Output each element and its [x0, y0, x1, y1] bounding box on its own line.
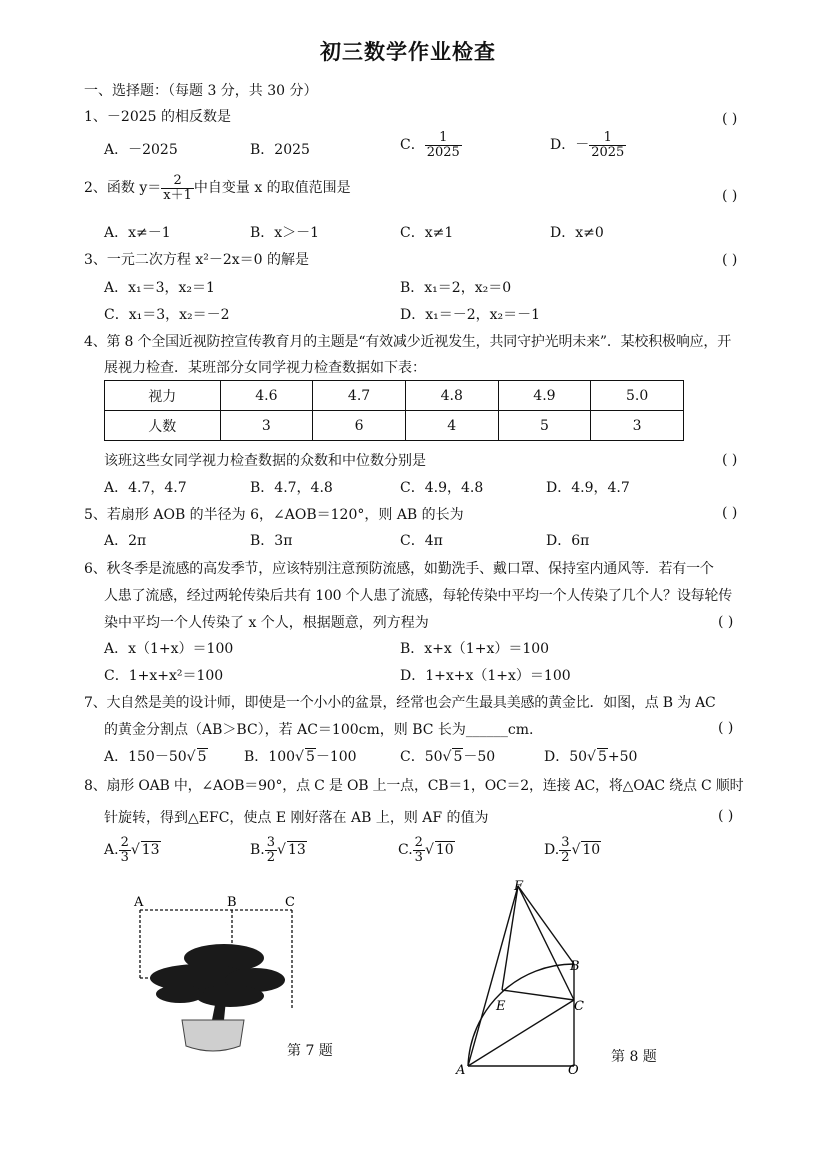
q7-option-c: C．50√ 5－50 [400, 749, 496, 765]
flower-pot [182, 1020, 244, 1051]
vision-table [104, 380, 684, 441]
figure-7-bonsai [120, 888, 320, 1060]
label-o: O [568, 1063, 579, 1078]
q8-line1: 8、扇形 OAB 中，∠AOB＝90°，点 C 是 OB 上一点，CB＝1，OC＝2，连接 AC，将△OAC 绕点 C 顺时 [84, 778, 744, 794]
q4-answer-blank: ( ) [722, 452, 738, 468]
q5-stem: 5、若扇形 AOB 的半径为 6，∠AOB＝120°，则 AB 的长为 [84, 507, 464, 523]
table-cell: 视力 [105, 381, 221, 411]
q5-option-d: D．6π [546, 533, 590, 549]
q7-option-d: D．50√ 5+50 [544, 749, 638, 765]
table-cell: 4 [405, 411, 498, 441]
q7-line1: 7、大自然是美的设计师，即使是一个小小的盆景，经常也会产生最具美感的黄金比．如图，点 B 为 AC [84, 695, 716, 711]
q4-option-a: A．4.7，4.7 [104, 480, 187, 496]
q8-option-b: B. $\frac{3}{2}$ √ 13 [250, 835, 306, 865]
q1-answer-blank: ( ) [722, 111, 738, 127]
table-cell: 4.6 [220, 381, 313, 411]
label-f: F [514, 879, 524, 894]
q4-question: 该班这些女同学视力检查数据的众数和中位数分别是 [104, 453, 426, 469]
label-b: B [227, 895, 237, 910]
table-cell: 4.9 [498, 381, 591, 411]
q7-line2: 的黄金分割点（AB＞BC），若 AC＝100cm，则 BC 长为______cm. [104, 722, 534, 738]
label-b: B [570, 959, 580, 974]
q4-option-c: C．4.9，4.8 [400, 480, 484, 496]
label-a: A [134, 895, 144, 910]
q1-option-c: C． $\frac{1}{2025}$ [400, 130, 460, 160]
q2-option-d: D．x≠0 [550, 225, 604, 241]
table-cell: 人数 [105, 411, 221, 441]
segment-ec [502, 990, 574, 1000]
q6-line1: 6、秋冬季是流感的高发季节，应该特别注意预防流感，如勤洗手、戴口罩、保持室内通风等．若有一个 [84, 561, 714, 577]
table-cell: 5.0 [591, 381, 684, 411]
segment-fb [518, 886, 574, 964]
segment-fc [518, 886, 574, 1000]
q3-stem: 3、一元二次方程 x²－2x＝0 的解是 [84, 252, 310, 268]
table-cell: 5 [498, 411, 591, 441]
table-cell: 4.7 [313, 381, 406, 411]
label-c: C [285, 895, 295, 910]
q1-option-d: D．－ $\frac{1}{2025}$ [550, 130, 625, 160]
q6-option-a: A．x（1+x）＝100 [104, 641, 234, 657]
q5-option-b: B．3π [250, 533, 293, 549]
figure-7-caption: 第 7 题 [287, 1043, 333, 1059]
figure-8-sector [452, 878, 592, 1078]
q7-answer-blank: ( ) [718, 720, 734, 736]
q4-line2: 展视力检查．某班部分女同学视力检查数据如下表： [104, 360, 426, 376]
q8-answer-blank: ( ) [718, 808, 734, 824]
q6-option-c: C．1+x+x²＝100 [104, 668, 224, 684]
label-c: C [574, 999, 584, 1014]
q3-option-b: B．x₁＝2，x₂＝0 [400, 280, 512, 296]
section-heading: 一、选择题：（每题 3 分，共 30 分） [84, 83, 318, 99]
table-row [105, 411, 684, 441]
q3-option-d: D．x₁＝－2，x₂＝－1 [400, 307, 541, 323]
table-row [105, 381, 684, 411]
q8-option-a: A. $\frac{2}{3}$ √ 13 [104, 835, 160, 865]
label-e: E [496, 999, 506, 1014]
label-a: A [456, 1063, 466, 1078]
q5-option-a: A．2π [104, 533, 147, 549]
table-cell: 4.8 [405, 381, 498, 411]
q1-option-b: B．2025 [250, 142, 310, 158]
q2-option-a: A．x≠－1 [104, 225, 171, 241]
q1-stem: 1、－2025 的相反数是 [84, 109, 231, 125]
figure-8-caption: 第 8 题 [611, 1049, 657, 1065]
q4-line1: 4、第 8 个全国近视防控宣传教育月的主题是“有效减少近视发生，共同守护光明未来”．某校积极响应，开 [84, 334, 732, 350]
q2-answer-blank: ( ) [722, 188, 738, 204]
q2-stem: 2、函数 y＝ $\frac{2}{x+1}$ 中自变量 x 的取值范围是 [84, 173, 351, 203]
q6-answer-blank: ( ) [718, 614, 734, 630]
arc-ab [468, 964, 574, 1066]
q4-option-b: B．4.7，4.8 [250, 480, 333, 496]
page-title: 初三数学作业检查 [320, 39, 496, 64]
q6-option-d: D．1+x+x（1+x）＝100 [400, 668, 571, 684]
q6-line2: 人患了流感，经过两轮传染后共有 100 个人患了流感，每轮传染中平均一个人传染了几个人？设每轮传 [104, 588, 733, 604]
q3-answer-blank: ( ) [722, 252, 738, 268]
q7-option-a: A．150－50√ 5 [104, 749, 207, 765]
q3-option-a: A．x₁＝3，x₂＝1 [104, 280, 215, 296]
q4-option-d: D．4.9，4.7 [546, 480, 630, 496]
table-cell: 3 [220, 411, 313, 441]
q6-option-b: B．x+x（1+x）＝100 [400, 641, 550, 657]
q8-option-c: C. $\frac{2}{3}$ √ 10 [398, 835, 454, 865]
q8-option-d: D. $\frac{3}{2}$ √ 10 [544, 835, 601, 865]
q1-option-a: A．－2025 [104, 142, 178, 158]
q5-answer-blank: ( ) [722, 505, 738, 521]
q6-line3: 染中平均一个人传染了 x 个人，根据题意，列方程为 [104, 615, 429, 631]
q7-option-b: B．100√ 5－100 [244, 749, 357, 765]
q8-line2: 针旋转，得到△EFC，使点 E 刚好落在 AB 上，则 AF 的值为 [104, 810, 489, 826]
bonsai-tree [150, 944, 285, 1020]
table-cell: 3 [591, 411, 684, 441]
q3-option-c: C．x₁＝3，x₂＝－2 [104, 307, 230, 323]
q2-option-b: B．x＞－1 [250, 225, 320, 241]
segment-fe [502, 886, 518, 990]
table-cell: 6 [313, 411, 406, 441]
q5-option-c: C．4π [400, 533, 443, 549]
q2-option-c: C．x≠1 [400, 225, 454, 241]
